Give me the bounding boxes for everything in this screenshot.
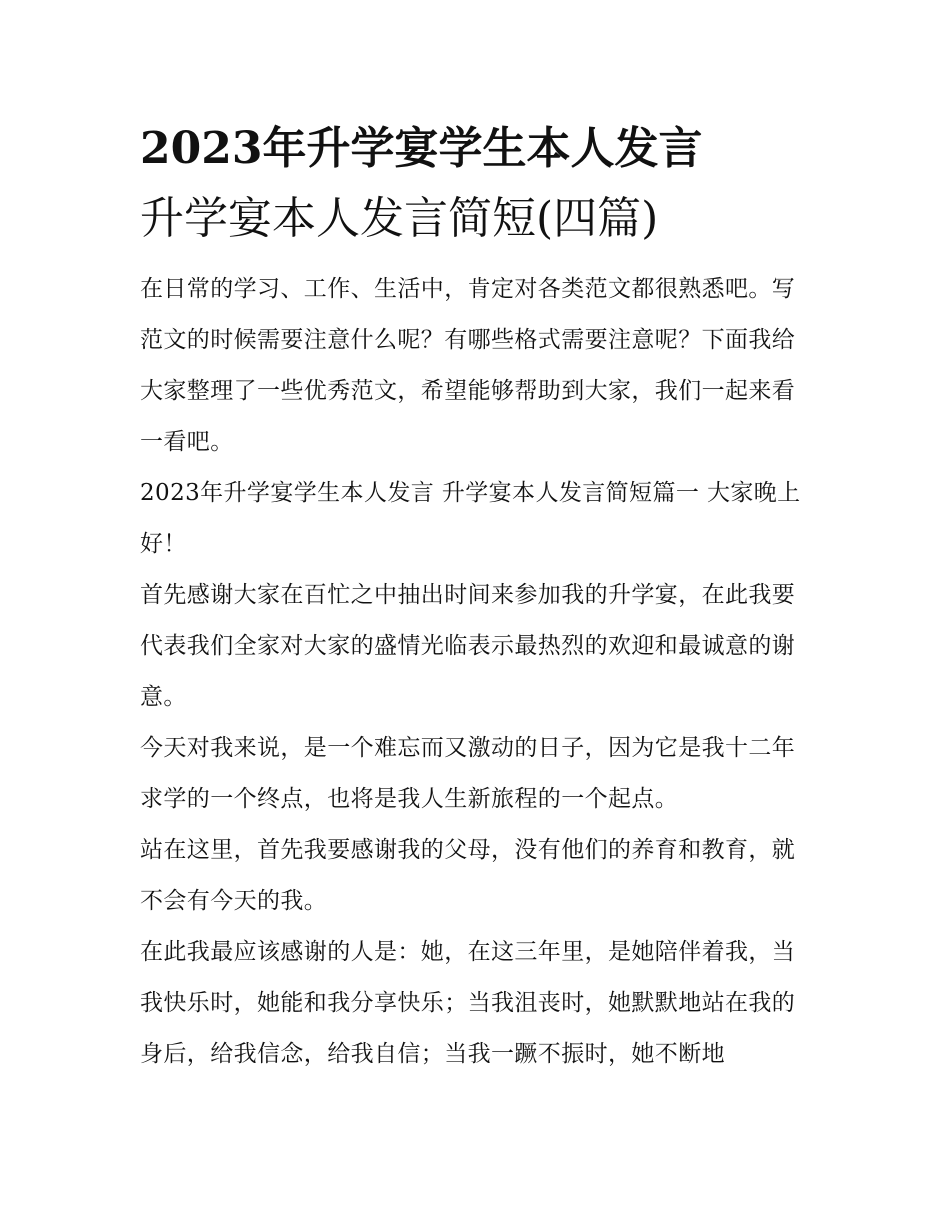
body-paragraph: 2023年升学宴学生本人发言 升学宴本人发言简短篇一 大家晚上好！ [140, 480, 801, 557]
document-title: 2023年升学宴学生本人发言 [140, 123, 703, 174]
document-subtitle: 升学宴本人发言简短(四篇) [140, 193, 659, 244]
body-paragraph: 今天对我来说，是一个难忘而又激动的日子，因为它是我十二年求学的一个终点，也将是我人生新旅程的一个起点。 [140, 735, 796, 812]
document-body [140, 264, 812, 1080]
document-page [140, 118, 812, 1080]
body-paragraph: 站在这里，首先我要感谢我的父母，没有他们的养育和教育，就不会有今天的我。 [140, 837, 796, 914]
body-paragraph: 首先感谢大家在百忙之中抽出时间来参加我的升学宴，在此我要代表我们全家对大家的盛情光临表示最热烈的欢迎和最诚意的谢意。 [140, 582, 796, 710]
body-paragraph: 在日常的学习、工作、生活中，肯定对各类范文都很熟悉吧。写范文的时候需要注意什么呢？有哪些格式需要注意呢？下面我给大家整理了一些优秀范文，希望能够帮助到大家，我们一起来看一看吧。 [140, 276, 796, 455]
body-paragraph: 在此我最应该感谢的人是：她，在这三年里，是她陪伴着我，当我快乐时，她能和我分享快乐；当我沮丧时，她默默地站在我的身后，给我信念，给我自信；当我一蹶不振时，她不断地 [140, 939, 796, 1067]
